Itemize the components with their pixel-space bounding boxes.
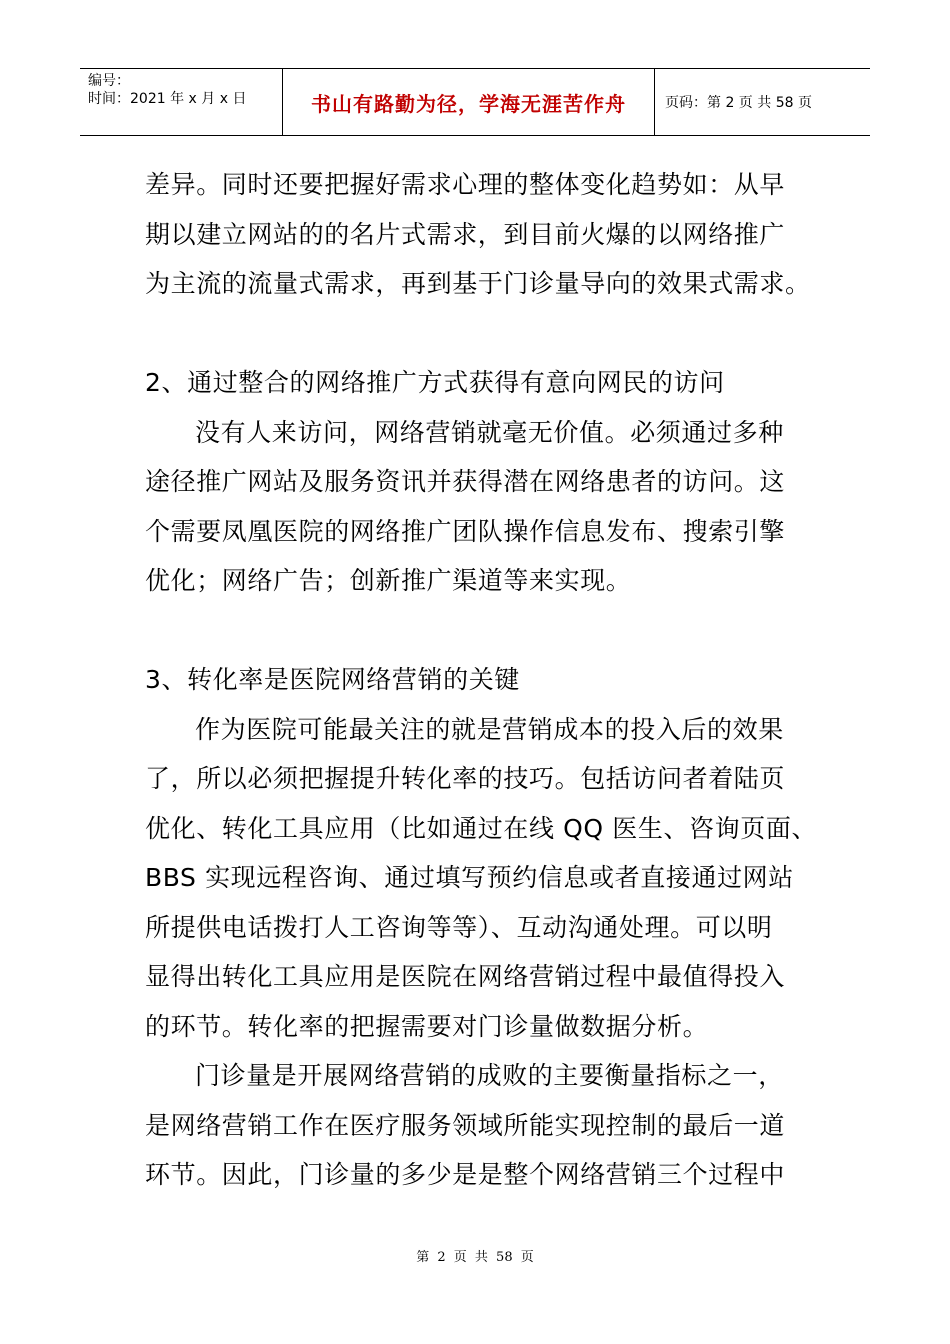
paragraph-gap xyxy=(145,309,825,359)
section-heading-2: 2、通过整合的网络推广方式获得有意向网民的访问 xyxy=(145,368,725,397)
body-line: 门诊量是开展网络营销的成败的主要衡量指标之一， xyxy=(195,1061,784,1090)
section-heading-3: 3、转化率是医院网络营销的关键 xyxy=(145,665,520,694)
body-line: 环节。因此，门诊量的多少是是整个网络营销三个过程中 xyxy=(145,1160,786,1189)
body-line: 所提供电话拨打人工咨询等等）、互动沟通处理。可以明 xyxy=(145,912,773,942)
body-line: 优化；网络广告；创新推广渠道等来实现。 xyxy=(145,566,632,595)
body-line: 显得出转化工具应用是医院在网络营销过程中最值得投入 xyxy=(145,962,786,991)
body-line: 是网络营销工作在医疗服务领域所能实现控制的最后一道 xyxy=(145,1110,786,1140)
body-line: 作为医院可能最关注的就是营销成本的投入后的效果 xyxy=(195,714,784,744)
page-footer: 第 2 页 共 58 页 xyxy=(416,1250,534,1265)
body-line: 为主流的流量式需求，再到基于门诊量导向的效果式需求。 xyxy=(145,269,811,298)
header-meta-cell xyxy=(80,69,283,135)
body-line: 没有人来访问，网络营销就毫无价值。必须通过多种 xyxy=(195,417,784,447)
paragraph-gap xyxy=(145,606,825,656)
body-line: 差异。同时还要把握好需求心理的整体变化趋势如：从早 xyxy=(145,170,786,199)
body-line: 的环节。转化率的把握需要对门诊量做数据分析。 xyxy=(145,1011,709,1041)
body-line: 途径推广网站及服务资讯并获得潜在网络患者的访问。这 xyxy=(145,467,786,496)
header-page-info: 页码：第 2 页 共 58 页 xyxy=(665,95,812,111)
document-number-label: 编号： xyxy=(88,73,130,89)
body-line: 优化、转化工具应用（比如通过在线 QQ 医生、咨询页面、 xyxy=(145,813,818,843)
body-line: 个需要凤凰医院的网络推广团队操作信息发布、搜索引擎 xyxy=(145,516,786,546)
body-line: BBS 实现远程咨询、通过填写预约信息或者直接通过网站 xyxy=(145,863,794,892)
header-motto-cell xyxy=(283,69,655,135)
document-date-label: 时间：2021 年 x 月 x 日 xyxy=(88,91,247,107)
document-body xyxy=(145,160,825,1200)
body-line: 了，所以必须把握提升转化率的技巧。包括访问者着陆页 xyxy=(145,764,786,793)
header-motto: 书山有路勤为径，学海无涯苦作舟 xyxy=(311,91,626,116)
body-line: 期以建立网站的的名片式需求，到目前火爆的以网络推广 xyxy=(145,219,786,249)
document-header xyxy=(80,68,870,136)
header-page-cell xyxy=(655,69,870,135)
